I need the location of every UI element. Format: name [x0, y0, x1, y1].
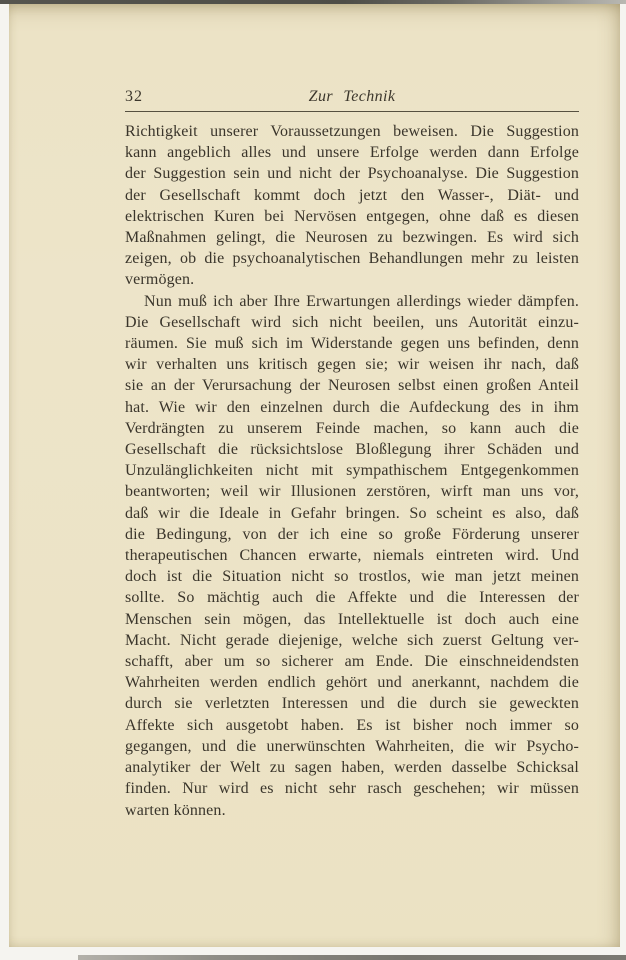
paragraph-1: [125, 121, 579, 291]
page-header: [125, 88, 579, 108]
text-line: Macht. Nicht gerade diejenige, welche sich zuerst Geltung ver-: [125, 631, 579, 649]
text-line: doch ist die Situation nicht so trostlos, wie man jetzt meinen: [125, 568, 579, 586]
scan-edge-bottom: [78, 955, 626, 960]
text-line: Gesellschaft die rücksichtslose Bloßlegung ihrer Schäden und: [125, 441, 579, 459]
text-block: [125, 121, 579, 821]
header-rule: [125, 111, 579, 112]
text-line: elektrischen Kuren bei Nervösen entgegen, ohne daß es diesen: [125, 207, 579, 225]
text-line: Unzulänglichkeiten nicht mit sympathischem Entgegenkommen: [125, 462, 579, 480]
text-line: therapeutischen Chancen erwarte, niemals eintreten wird. Und: [125, 547, 579, 565]
page-content: [125, 88, 579, 821]
text-line: sie an der Verursachung der Neurosen selbst einen großen Anteil: [125, 377, 579, 395]
paragraph-2: [125, 291, 579, 821]
text-line: vermögen.: [125, 271, 195, 289]
text-line: daß wir die Ideale in Gefahr bringen. So scheint es also, daß: [125, 504, 579, 522]
text-line: Wahrheiten werden endlich gehört und anerkannt, nachdem die: [125, 674, 579, 692]
text-line: Richtigkeit unserer Voraussetzungen beweisen. Die Suggestion: [125, 123, 579, 140]
text-line: Maßnahmen gelingt, die Neurosen zu bezwingen. Es wird sich: [125, 229, 579, 247]
text-line: kann angeblich alles und unsere Erfolge werden dann Erfolge: [125, 144, 579, 162]
text-line: zeigen, ob die psychoanalytischen Behandlungen mehr zu leisten: [125, 250, 579, 268]
text-line: sollte. So mächtig auch die Affekte und die Interessen der: [125, 589, 579, 607]
text-line: räumen. Sie muß sich im Widerstande gegen uns befinden, denn: [125, 335, 579, 353]
book-page: [9, 4, 620, 947]
running-title: Zur Technik: [308, 88, 396, 105]
text-line: schafft, aber um so sicherer am Ende. Die einschneidendsten: [125, 653, 579, 671]
text-line: die Bedingung, von der ich eine so große Förderung unserer: [125, 525, 579, 543]
text-line: warten können.: [125, 801, 226, 819]
text-line: durch sie verletzten Interessen und die durch sie geweckten: [125, 695, 579, 713]
text-line: beantworten; weil wir Illusionen zerstören, wirft man uns vor,: [125, 483, 579, 501]
text-line: gegangen, und die unerwünschten Wahrheiten, die wir Psycho-: [125, 737, 579, 755]
text-line: finden. Nur wird es nicht sehr rasch geschehen; wir müssen: [125, 780, 579, 798]
text-line: analytiker der Welt zu sagen haben, werden dasselbe Schicksal: [125, 759, 579, 777]
text-line: hat. Wie wir den einzelnen durch die Aufdeckung des in ihm: [125, 398, 579, 416]
text-line: Verdrängten zu unserem Feinde machen, so kann auch die: [125, 419, 579, 437]
text-line: Die Gesellschaft wird sich nicht beeilen, uns Autorität einzu-: [125, 313, 579, 331]
text-line: der Gesellschaft kommt doch jetzt den Wasser-, Diät- und: [125, 186, 579, 204]
text-line: Nun muß ich aber Ihre Erwartungen allerdings wieder dämpfen.: [144, 292, 579, 310]
text-line: der Suggestion sein und nicht der Psychoanalyse. Die Suggestion: [125, 165, 579, 183]
text-line: Menschen sein mögen, das Intellektuelle ist doch auch eine: [125, 610, 579, 628]
text-line: Affekte sich ausgetobt haben. Es ist bisher noch immer so: [125, 716, 579, 734]
text-line: wir verhalten uns kritisch gegen sie; wir weisen ihr nach, daß: [125, 356, 579, 374]
page-number: 32: [125, 88, 143, 105]
